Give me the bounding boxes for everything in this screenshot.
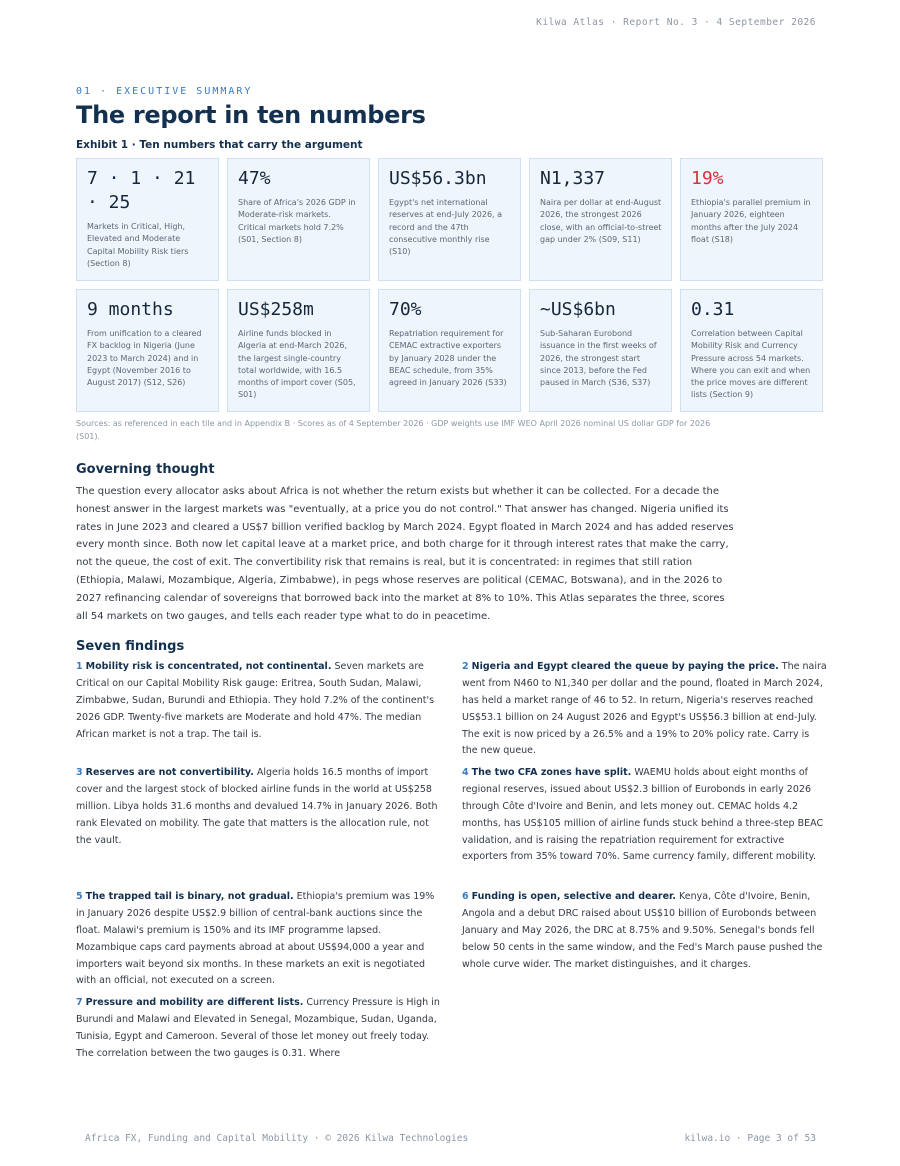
tile-value: N1,337 [540, 168, 606, 189]
number-tile [378, 158, 521, 281]
tile-caption: Correlation between Capital Mobility Risk and Currency Pressure across 54 markets. Where you can exit and when the price moves are different lists (Section 9) [691, 329, 811, 400]
numbers-grid [76, 158, 826, 412]
finding-item [76, 995, 441, 1062]
number-tile [529, 158, 672, 281]
number-tile [76, 289, 219, 412]
finding-number: 7 [76, 997, 83, 1009]
tile-caption: From unification to a cleared FX backlog in Nigeria (June 2023 to March 2024) and in Egypt (November 2016 to August 2017) (S12, S26) [87, 329, 202, 388]
tile-value: US$56.3bn [389, 168, 487, 189]
finding-title: Mobility risk is concentrated, not continental. [85, 661, 332, 673]
section-kicker: 01 · EXECUTIVE SUMMARY [76, 86, 253, 97]
findings-heading: Seven findings [76, 639, 185, 655]
finding-item [76, 889, 441, 990]
tile-caption: Ethiopia's parallel premium in January 2026, eighteen months after the July 2024 float (S18) [691, 198, 811, 244]
number-tile [378, 289, 521, 412]
tile-caption: Naira per dollar at end-August 2026, the strongest 2026 close, with an official-to-street gap under 2% (S09, S11) [540, 198, 662, 244]
number-tile [227, 289, 370, 412]
tile-value: ~US$6bn [540, 299, 616, 320]
finding-title: Reserves are not convertibility. [85, 767, 254, 779]
finding-item [462, 659, 827, 760]
number-tile [680, 158, 823, 281]
tile-caption: Airline funds blocked in Algeria at end-March 2026, the largest single-country total worldwide, with 16.5 months of import cover (S05, S01) [238, 329, 356, 400]
tile-value-highlight: 19% [691, 168, 724, 189]
number-tile [680, 289, 823, 412]
finding-body: Currency Pressure is High in Burundi and Malawi and Elevated in Senegal, Mozambique, Sudan, Uganda, Tunisia, Egypt and Cameroon. Several of those let money out freely today. The correlation between the two gauges is 0.31. Where [76, 997, 440, 1059]
number-tile [76, 158, 219, 281]
tile-value: 47% [238, 168, 271, 189]
finding-title: Nigeria and Egypt cleared the queue by paying the price. [471, 661, 779, 673]
finding-body: Kenya, Côte d'Ivoire, Benin, Angola and a debut DRC raised about US$10 billion of Eurobonds between January and May 2026, the DRC at 8.75% and 9.50%. Senegal's bonds fell below 50 cents in the same window, and the Fed's March pause pushed the whole curve wider. The market distinguishes, and it charges. [462, 891, 823, 970]
finding-number: 2 [462, 661, 469, 673]
finding-number: 1 [76, 661, 83, 673]
footer-left: Africa FX, Funding and Capital Mobility · © 2026 Kilwa Technologies [85, 1133, 469, 1144]
tile-value: 7 · 1 · 21 · 25 [87, 168, 196, 213]
tile-caption: Egypt's net international reserves at end-July 2026, a record and the 47th consecutive monthly rise (S10) [389, 198, 503, 257]
running-header: Kilwa Atlas · Report No. 3 · 4 September 2026 [536, 17, 816, 28]
tile-value: US$258m [238, 299, 314, 320]
finding-title: The two CFA zones have split. [471, 767, 632, 779]
findings-grid [76, 659, 826, 1069]
sources-note: Sources: as referenced in each tile and in Appendix B · Scores as of 4 September 2026 · GDP weights use IMF WEO April 2026 nominal US dollar GDP for 2026 (S01). [76, 419, 711, 441]
tile-caption: Sub-Saharan Eurobond issuance in the first weeks of 2026, the strongest start since 2013, before the Fed paused in March (S36, S37) [540, 329, 657, 388]
finding-number: 6 [462, 891, 469, 903]
tile-caption: Share of Africa's 2026 GDP in Moderate-risk markets. Critical markets hold 7.2% (S01, Section 8) [238, 198, 356, 244]
finding-title: Pressure and mobility are different lists. [85, 997, 304, 1009]
page-title: The report in ten numbers [76, 101, 426, 129]
finding-item [76, 659, 441, 743]
footer-right: kilwa.io · Page 3 of 53 [684, 1133, 816, 1144]
tile-value: 0.31 [691, 299, 735, 320]
tile-caption: Markets in Critical, High, Elevated and Moderate Capital Mobility Risk tiers (Section 8) [87, 222, 189, 268]
finding-item [462, 765, 827, 866]
finding-body: The naira went from N460 to N1,340 per dollar and the pound, floated in March 2024, has held a market range of 46 to 52. In return, Nigeria's reserves reached US$53.1 billion on 24 August 2026 and Egypt's US$56.3 billion at end-July. The exit is now priced by a 26.5% and a 19% to 20% policy rate. Carry is the new queue. [462, 661, 827, 757]
finding-body: Ethiopia's premium was 19% in January 2026 despite US$2.9 billion of central-bank auctions since the float. Malawi's premium is 150% and its IMF programme lapsed. Mozambique caps card payments abroad at about US$94,000 a year and importers wait beyond six months. In these markets an exit is negotiated with an official, not executed on a screen. [76, 891, 435, 987]
finding-title: The trapped tail is binary, not gradual. [85, 891, 294, 903]
tile-caption: Repatriation requirement for CEMAC extractive exporters by January 2028 under the BEAC schedule, from 35% agreed in January 2026 (S33) [389, 329, 507, 388]
exhibit-label: Exhibit 1 · Ten numbers that carry the argument [76, 139, 363, 151]
finding-number: 5 [76, 891, 83, 903]
tile-value: 9 months [87, 299, 174, 320]
tile-value: 70% [389, 299, 422, 320]
finding-title: Funding is open, selective and dearer. [471, 891, 676, 903]
page-content [76, 86, 826, 1069]
finding-number: 3 [76, 767, 83, 779]
finding-body: Algeria holds 16.5 months of import cover and the largest stock of blocked airline funds in the world at US$258 million. Libya holds 31.6 months and devalued 14.7% in January 2026. Both rank Elevated on mobility. The gate that matters is the allocation rule, not the vault. [76, 767, 438, 846]
finding-item [76, 765, 441, 849]
governing-body: The question every allocator asks about Africa is not whether the return exists but whether it can be collected. For a decade the honest answer in the largest markets was "eventually, at a price you do not control." That answer has changed. Nigeria unified its rates in June 2023 and cleared a US$7 billion verified backlog by March 2024. Egypt floated in March 2024 and has added reserves every month since. Both now let capital leave at a market price, and both charge for it through interest rates that make the carry, not the queue, the cost of exit. The convertibility risk that remains is real, but it is concentrated: in regimes that still ration (Ethiopia, Malawi, Mozambique, Algeria, Zimbabwe), in pegs whose reserves are political (CEMAC, Botswana), and in the 2026 to 2027 refinancing calendar of sovereigns that borrowed back into the market at 8% to 10%. This Atlas separates the three, scores all 54 markets on two gauges, and tells each reader type what to do in peacetime. [76, 486, 734, 622]
finding-body: WAEMU holds about eight months of regional reserves, issued about US$2.3 billion of Eurobonds in early 2026 through Côte d'Ivoire and Benin, and lets money out. CEMAC holds 4.2 months, has US$105 million of airline funds stuck behind a three-step BEAC validation, and is raising the repatriation requirement for extractive exporters from 35% toward 70%. Same currency family, different mobility. [462, 767, 824, 863]
governing-heading: Governing thought [76, 462, 215, 477]
finding-item [462, 889, 827, 973]
finding-body: Seven markets are Critical on our Capital Mobility Risk gauge: Eritrea, South Sudan, Malawi, Zimbabwe, Sudan, Burundi and Ethiopia. They hold 7.2% of the continent's 2026 GDP. Twenty-five markets are Moderate and hold 47%. The median African market is not a trap. The tail is. [76, 661, 435, 740]
number-tile [227, 158, 370, 281]
number-tile [529, 289, 672, 412]
finding-number: 4 [462, 767, 469, 779]
